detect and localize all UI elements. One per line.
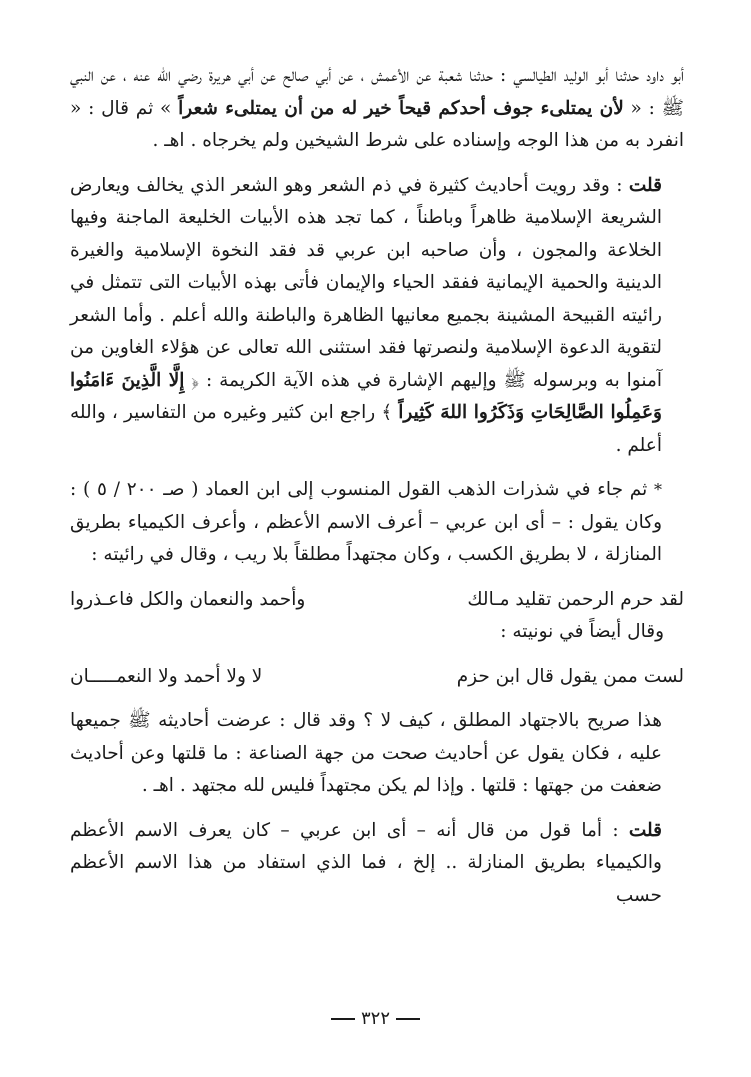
- page-body: [70, 60, 684, 912]
- star-marker: *: [654, 480, 663, 499]
- lead-word-2: قلت: [628, 819, 662, 841]
- hadith-text: أبو داود حدثنا أبو الوليد الطيالسي : حدثنا شعبة عن الأعمش ، عن أبي صالح عن أبي هريرة رضي الله عنه ، عن النبي ﷺ : «: [70, 65, 684, 119]
- quran-verse: إِلَّا الَّذِينَ ءَامَنُوا وَعَمِلُوا الصَّالِحَاتِ وَذَكَرُوا اللهَ كَثِيراً: [70, 369, 662, 423]
- commentary-paragraph: [70, 170, 684, 463]
- final-text: : أما قول من قال أنه – أى ابن عربي – كان يعرف الاسم الأعظم والكيمياء بطريق المنازلة .. إلخ ، فما الذي استفاد من هذا الاسم الأعظم حسب: [70, 819, 662, 906]
- verse-2-first-hemistich: لست ممن يقول قال ابن حزم: [456, 665, 684, 687]
- hadith-quote: لأن يمتلىء جوف أحدكم قيحاً خير له من أن يمتلىء شعراً: [178, 97, 624, 119]
- commentary-text-end: ﴾ راجع ابن كثير وغيره من التفاسير ، والله أعلم .: [70, 402, 662, 456]
- page-number: ٣٢٢: [360, 1008, 390, 1029]
- ijtihad-paragraph: هذا صريح بالاجتهاد المطلق ، كيف لا ؟ وقد قال : عرضت أحاديثه ﷺ جميعها عليه ، فكان يقول عن أحاديث صحت من جهة الصناعة : ما قلتها وعن أحاديث ضعفت من جهتها : قلتها . وإذا لم يكن مجتهداً فليس لله مجتهد . اهـ .: [70, 710, 662, 796]
- verse-1-first-hemistich: لقد حرم الرحمن تقليد مـالك: [467, 588, 684, 610]
- shadharat-paragraph: [70, 474, 684, 572]
- dash-left: [396, 1018, 420, 1020]
- verse-2-intro: وقال أيضاً في نونيته :: [500, 621, 664, 642]
- dash-right: [331, 1018, 355, 1020]
- final-paragraph: [70, 815, 684, 913]
- verse-1-second-hemistich: وأحمد والنعمان والكل فاعـذروا: [70, 588, 306, 610]
- lead-word: قلت: [628, 174, 662, 196]
- hadith-paragraph: [70, 60, 684, 158]
- shadharat-text: ثم جاء في شذرات الذهب القول المنسوب إلى ابن العماد ( صـ ٢٠٠ / ٥ ) : وكان يقول : – أى ابن عربي – أعرف الاسم الأعظم ، وأعرف الكيمياء بطريق المنازلة ، لا بطريق الكسب ، وكان مجتهداً مطلقاً بلا ريب ، وقال في رائيته :: [70, 479, 662, 565]
- page-number-footer: [0, 1008, 751, 1029]
- verse-2-second-hemistich: لا ولا أحمد ولا النعمـــــان: [70, 665, 263, 687]
- verse-line-2: [70, 661, 684, 694]
- hadith-text-end: » ثم قال : « انفرد به من هذا الوجه وإسناده على شرط الشيخين ولم يخرجاه . اهـ .: [70, 97, 684, 151]
- verse-line-1: [70, 584, 684, 617]
- commentary-text: : وقد رويت أحاديث كثيرة في ذم الشعر وهو الشعر الذي يخالف ويعارض الشريعة الإسلامية ظاهراً وباطناً ، كما تجد هذه الأبيات الخليعة الماجنة وفيها الخلاعة والمجون ، وأن صاحبه ابن عربي قد فقد النخوة الإسلامية والغيرة الدينية والحمية الإيمانية ففقد الحياء والإيمان فأتى بهذه الأبيات التى تتمثل في رائيته القبيحة المشينة بجميع معانيها الظاهرة والباطنة والله أعلم . وأما الشعر لتقوية الدعوة الإسلامية ولنصرتها فقد استثنى الله تعالى عن هؤلاء الغاوين من آمنوا به وبرسوله ﷺ وإليهم الإشارة في هذه الآية الكريمة : ﴿: [70, 174, 662, 391]
